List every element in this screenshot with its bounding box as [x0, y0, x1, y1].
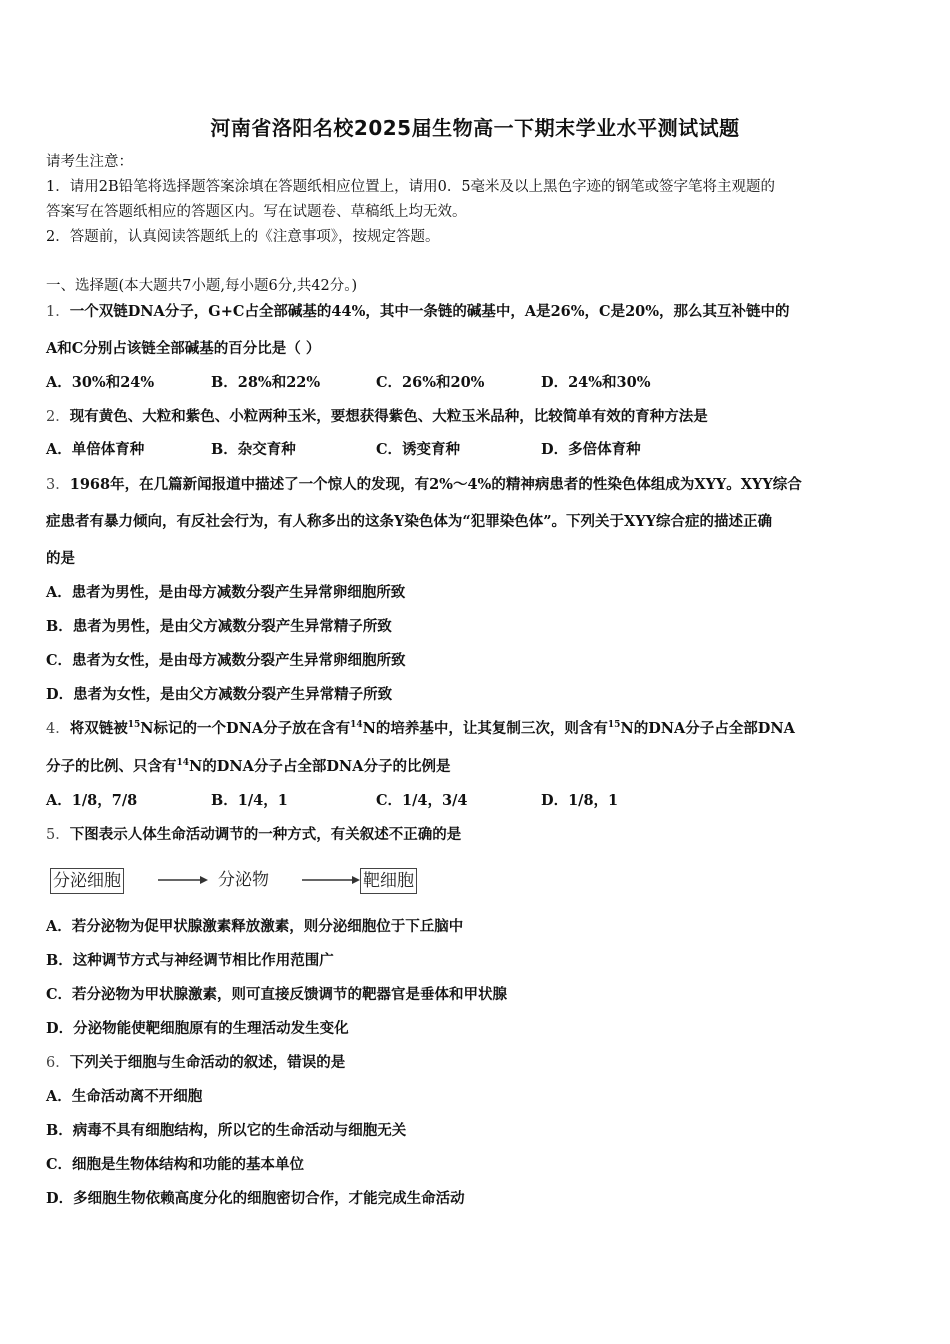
question-4-option-b: B．1/4，1 [211, 792, 288, 809]
exam-title: 河南省洛阳名校2025届生物高一下期末学业水平测试试题 [210, 116, 740, 140]
question-3-option-c: C．患者为女性，是由母方减数分裂产生异常卵细胞所致 [46, 652, 406, 669]
question-4-text-5: 分子的比例、只含有 [46, 758, 177, 775]
notice-item-1-line-1: 1．请用2B铅笔将选择题答案涂填在答题纸相应位置上，请用0．5毫米及以上黑色字迹的钢笔或签字笔将主观题的 [46, 179, 776, 195]
question-4-text-4: N的DNA分子占全部DNA [620, 720, 795, 737]
question-1-option-b: B．28%和22% [211, 374, 321, 391]
question-4-line-2 [46, 757, 911, 777]
question-1-option-d: D．24%和30% [541, 374, 651, 391]
question-4-option-d: D．1/8，1 [541, 792, 619, 809]
secretory-cell-box: 分泌细胞 [50, 868, 124, 894]
question-4-option-a: A．1/8，7/8 [46, 792, 138, 809]
question-3-line-3: 的是 [46, 550, 75, 567]
question-1-stem: 一个双链DNA分子，G+C占全部碱基的44%，其中一条链的碱基中，A是26%，C是20%，那么其互补链中的 [69, 303, 790, 320]
question-5-option-d: D．分泌物能使靶细胞原有的生理活动发生变化 [46, 1020, 349, 1037]
question-5-option-a: A．若分泌物为促甲状腺激素释放激素，则分泌细胞位于下丘脑中 [46, 918, 464, 935]
question-1-option-a: A．30%和24% [46, 374, 155, 391]
question-1-number: 1． [46, 304, 70, 320]
question-6-option-c: C．细胞是生物体结构和功能的基本单位 [46, 1156, 305, 1173]
question-1-line-2: A和C分别占该链全部碱基的百分比是（ ） [46, 340, 321, 357]
target-cell-box: 靶细胞 [360, 868, 417, 894]
question-2-options [46, 440, 911, 460]
question-4-number: 4． [46, 721, 70, 737]
question-6-option-a: A．生命活动离不开细胞 [46, 1088, 203, 1105]
question-5-number: 5． [46, 827, 70, 843]
question-3-option-b: B．患者为男性，是由父方减数分裂产生异常精子所致 [46, 618, 392, 635]
isotope-14-superscript: 14 [350, 720, 363, 730]
notice-heading: 请考生注意： [46, 154, 133, 170]
question-2-option-d: D．多倍体育种 [541, 441, 641, 458]
notice-item-1-line-2: 答案写在答题纸相应的答题区内。写在试题卷、草稿纸上均无效。 [46, 204, 467, 220]
question-6-stem: 下列关于细胞与生命活动的叙述，错误的是 [69, 1054, 346, 1071]
question-5-option-c: C．若分泌物为甲状腺激素，则可直接反馈调节的靶器官是垂体和甲状腺 [46, 986, 508, 1003]
question-4-text-1: 将双链被 [69, 720, 128, 737]
notice-item-2: 2．答题前，认真阅读答题纸上的《注意事项》，按规定答题。 [46, 229, 440, 245]
question-4-line-1 [46, 719, 911, 739]
question-5-line-1 [46, 825, 911, 845]
question-5-option-b: B．这种调节方式与神经调节相比作用范围广 [46, 952, 334, 969]
arrow-right-icon [302, 873, 360, 887]
question-4-text-2: N标记的一个DNA分子放在含有 [140, 720, 351, 737]
arrow-right-icon [158, 873, 208, 887]
question-1-option-c: C．26%和20% [376, 374, 485, 391]
question-6-option-d: D．多细胞生物依赖高度分化的细胞密切合作，才能完成生命活动 [46, 1190, 465, 1207]
question-3-line-2: 症患者有暴力倾向，有反社会行为，有人称多出的这条Y染色体为“犯罪染色体”。下列关于XYY综合症的描述正确 [46, 513, 772, 530]
regulation-diagram [50, 865, 430, 897]
question-3-stem: 1968年，在几篇新闻报道中描述了一个惊人的发现，有2%～4%的精神病患者的性染色体组成为XYY。XYY综合 [69, 476, 802, 493]
question-5-stem: 下图表示人体生命活动调节的一种方式，有关叙述不正确的是 [69, 826, 462, 843]
question-3-number: 3． [46, 477, 70, 493]
isotope-15-superscript: 15 [127, 720, 141, 730]
question-6-option-b: B．病毒不具有细胞结构，所以它的生命活动与细胞无关 [46, 1122, 407, 1139]
question-1-options [46, 373, 911, 393]
question-2-stem: 现有黄色、大粒和紫色、小粒两种玉米，要想获得紫色、大粒玉米品种，比较简单有效的育种方法是 [69, 408, 708, 425]
question-1-line-1 [46, 302, 911, 322]
question-6-number: 6． [46, 1055, 70, 1071]
secretion-label: 分泌物 [218, 870, 269, 890]
question-2-option-b: B．杂交育种 [211, 441, 296, 458]
question-3-option-a: A．患者为男性，是由母方减数分裂产生异常卵细胞所致 [46, 584, 406, 601]
question-2-option-c: C．诱变育种 [376, 441, 461, 458]
isotope-14-superscript: 14 [176, 758, 190, 768]
question-3-option-d: D．患者为女性，是由父方减数分裂产生异常精子所致 [46, 686, 393, 703]
section-heading: 一、选择题(本大题共7小题,每小题6分,共42分。) [46, 278, 358, 294]
question-4-option-c: C．1/4，3/4 [376, 792, 468, 809]
question-4-text-6: N的DNA分子占全部DNA分子的比例是 [189, 758, 451, 775]
question-4-text-3: N的培养基中，让其复制三次，则含有 [362, 720, 608, 737]
question-2-number: 2． [46, 409, 70, 425]
question-2-option-a: A．单倍体育种 [46, 441, 145, 458]
question-6-line-1 [46, 1053, 911, 1073]
isotope-15-superscript: 15 [607, 720, 621, 730]
question-2-line-1 [46, 407, 911, 427]
question-3-line-1 [46, 475, 911, 495]
question-4-options [46, 791, 911, 811]
